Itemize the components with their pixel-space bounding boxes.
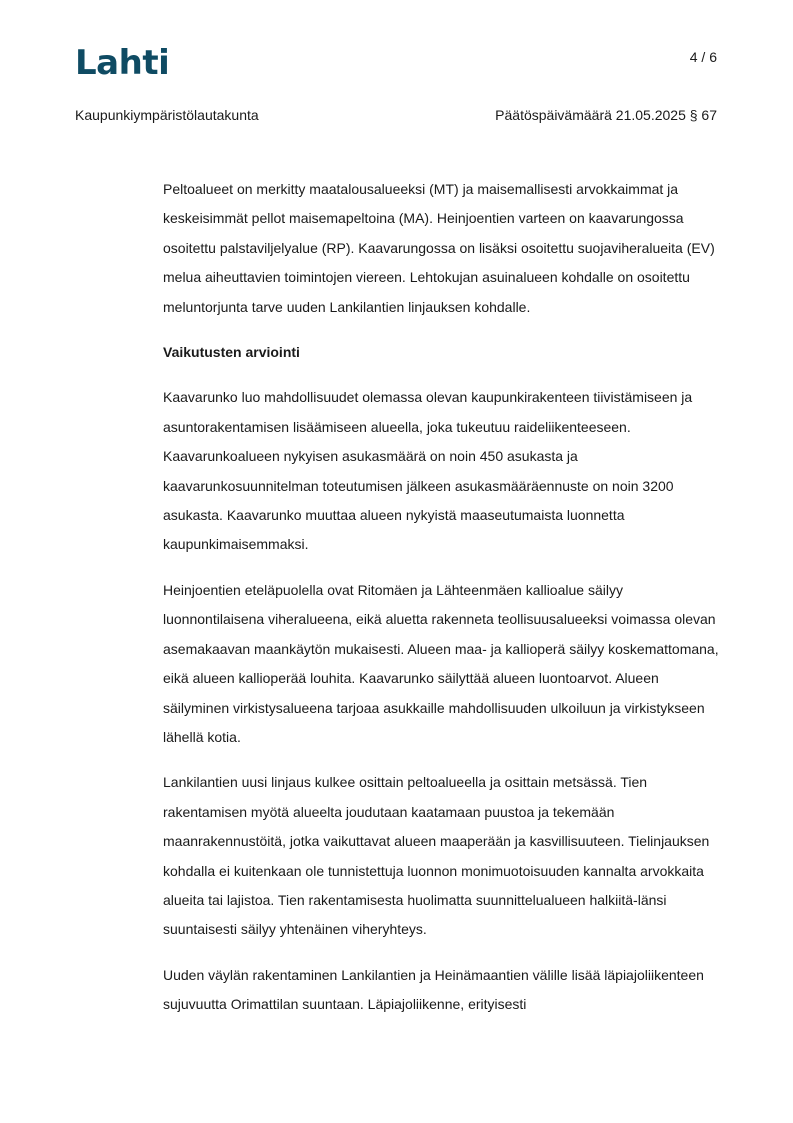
document-body [163, 175, 723, 1036]
organization-name: Kaupunkiympäristölautakunta [75, 107, 259, 123]
paragraph: Uuden väylän rakentaminen Lankilantien ja Heinämaantien välille lisää läpiajoliikenteen sujuvuutta Orimattilan suuntaan. Läpiajoliikenne, erityisesti [163, 966, 704, 1013]
lahti-logo: Lahti [75, 43, 170, 83]
page-number: 4 / 6 [689, 49, 717, 65]
paragraph: Kaavarunko luo mahdollisuudet olemassa olevan kaupunkirakenteen tiivistämiseen ja asuntorakentamisen lisäämiseen alueella, joka tukeutuu raideliikenteeseen. Kaavarunkoalueen nykyisen asukasmäärä on noin 450 asukasta ja kaavarunkosuunnitelman toteutumisen jälkeen asukasmääräennuste on noin 3200 asukasta. Kaavarunko muuttaa alueen nykyistä maaseutumaista luonnetta kaupunkimaisemmaksi. [163, 389, 693, 553]
paragraph: Lankilantien uusi linjaus kulkee osittain peltoalueella ja osittain metsässä. Tien rakentamisen myötä alueelta joudutaan kaatamaan puustoa ja tekemään maanrakennustöitä, jotka vaikuttavat alueen maaperään ja kasvillisuuteen. Tielinjauksen kohdalla ei kuitenkaan ole tunnistettuja luonnon monimuotoisuuden kannalta arvokkaita alueita tai lajistoa. Tien rakentamisesta huolimatta suunnittelualueen halkiitä-länsi suuntaisesti säilyy yhtenäinen viheryhteys. [163, 774, 710, 938]
paragraph: Heinjoentien eteläpuolella ovat Ritomäen ja Lähteenmäen kallioalue säilyy luonnontilaisena viheralueena, eikä aluetta rakenneta teollisuusalueeksi voimassa olevan asemakaavan maankäytön mukaisesti. Alueen maa- ja kallioperä säilyy koskemattomana, eikä alueen kallioperää louhita. Kaavarunko säilyttää alueen luontoarvot. Alueen säilyminen virkistysalueena tarjoaa asukkaille mahdollisuuden ulkoiluun ja virkistykseen lähellä kotia. [163, 581, 719, 745]
section-heading: Vaikutusten arviointi [163, 344, 300, 361]
decision-date: Päätöspäivämäärä 21.05.2025 § 67 [495, 107, 717, 123]
paragraph: Peltoalueet on merkitty maatalousalueeksi (MT) ja maisemallisesti arvokkaimmat ja keskeisimmät pellot maisemapeltoina (MA). Heinjoentien varteen on kaavarungossa osoitettu palstaviljelyalue (RP). Kaavarungossa on lisäksi osoitettu suojaviheralueita (EV) melua aiheuttavien toimintojen viereen. Lehtokujan asuinalueen kohdalle on osoitettu meluntorjunta tarve uuden Lankilantien linjauksen kohdalle. [163, 181, 715, 315]
